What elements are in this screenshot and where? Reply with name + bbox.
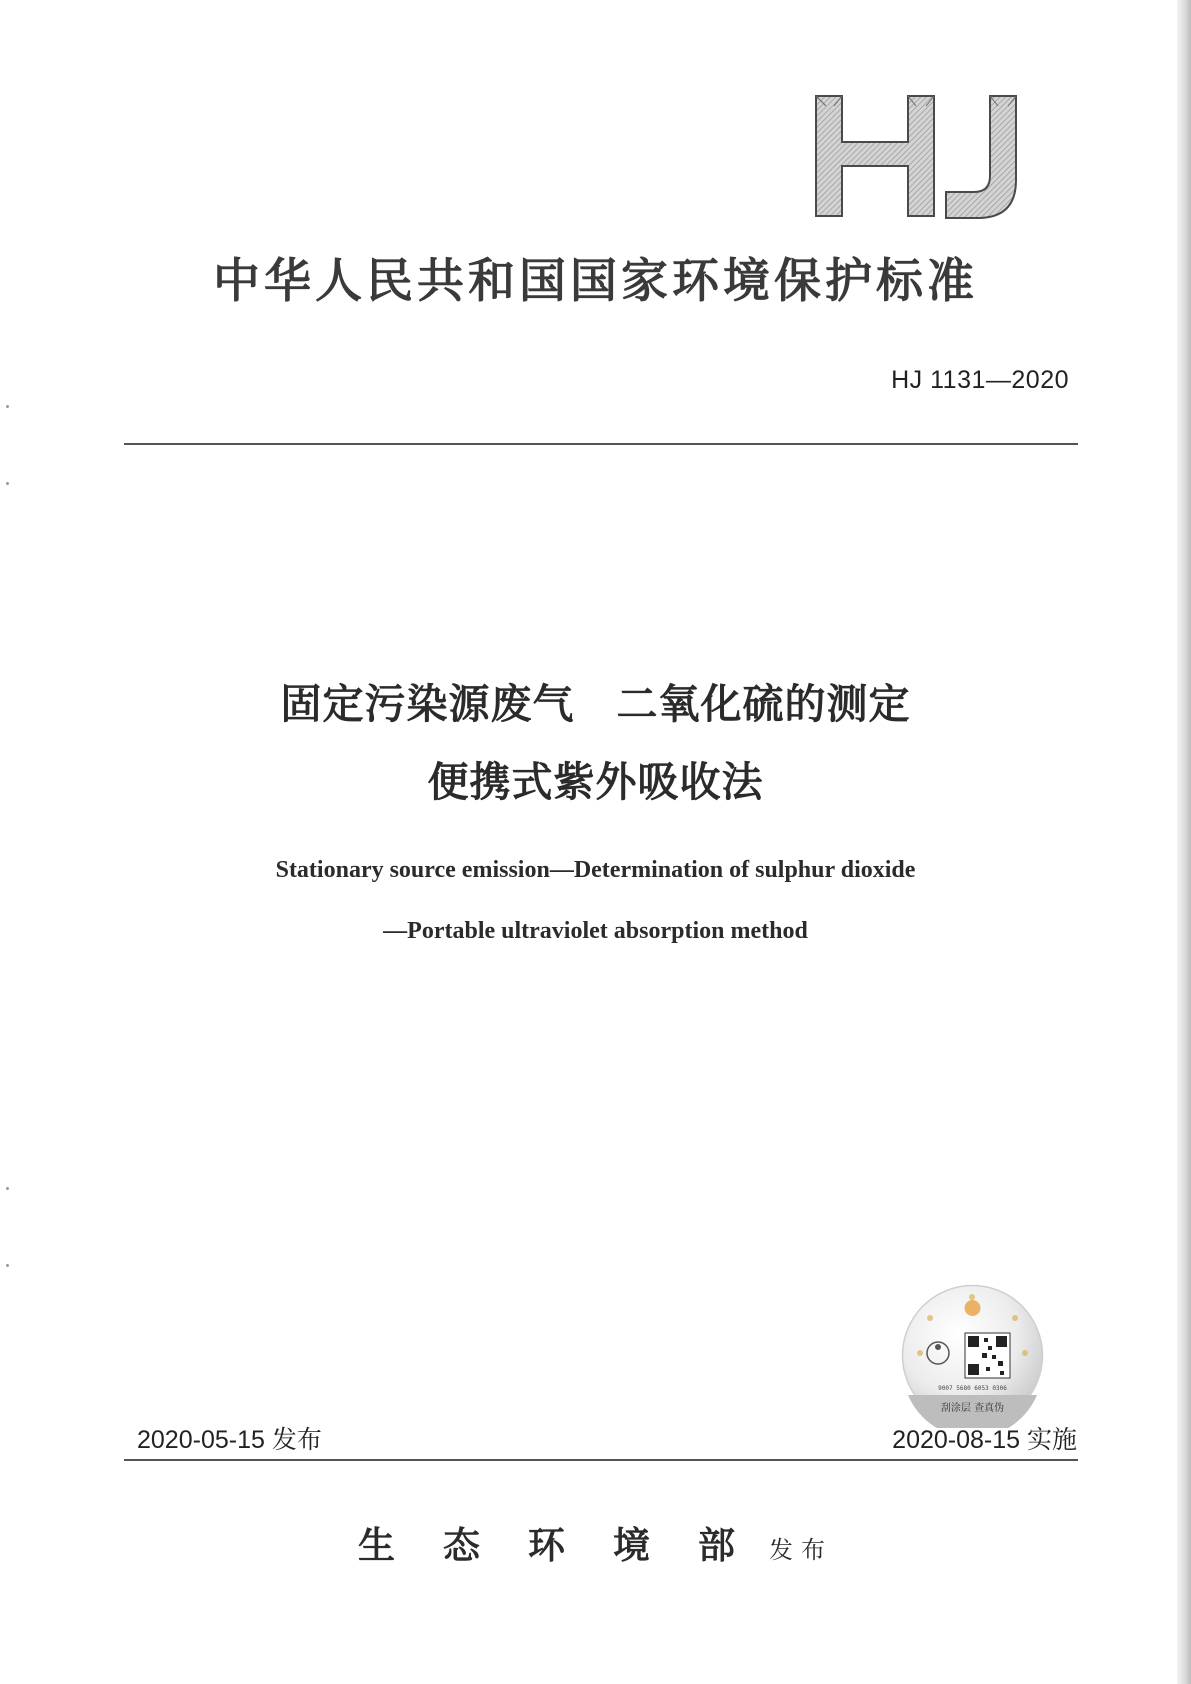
- chinese-title-line-2: 便携式紫外吸收法: [427, 758, 764, 806]
- anti-counterfeit-seal: [900, 1283, 1045, 1428]
- top-divider: [124, 443, 1078, 445]
- bottom-divider: [124, 1459, 1078, 1461]
- publisher-line: [0, 1515, 1191, 1569]
- chinese-title-line-1: 固定污染源废气 二氧化硫的测定: [280, 680, 911, 728]
- scan-speck: [6, 1264, 9, 1267]
- scan-speck: [6, 405, 9, 408]
- english-title-line-2: —Portable ultraviolet absorption method: [383, 918, 808, 944]
- scan-speck: [6, 482, 9, 485]
- publisher-suffix: 发布: [769, 1536, 833, 1564]
- seal-scratch-text: 刮涂层 查真伪: [940, 1403, 1005, 1414]
- publisher-name: 生态环境部: [358, 1523, 783, 1567]
- hj-logo: [812, 92, 1048, 222]
- standard-category-title: 中华人民共和国国家环境保护标准: [213, 254, 978, 309]
- scan-speck: [6, 1187, 9, 1190]
- seal-code: 9007 5680 6053 0306: [938, 1385, 1007, 1392]
- english-title-line-1: Stationary source emission—Determination of sulphur dioxide: [275, 857, 916, 883]
- standard-number: HJ 1131—2020: [891, 366, 1069, 394]
- qr-code-icon: [965, 1333, 1010, 1378]
- issue-date: 2020-05-15 发布: [137, 1426, 322, 1454]
- implementation-date: 2020-08-15 实施: [892, 1426, 1077, 1454]
